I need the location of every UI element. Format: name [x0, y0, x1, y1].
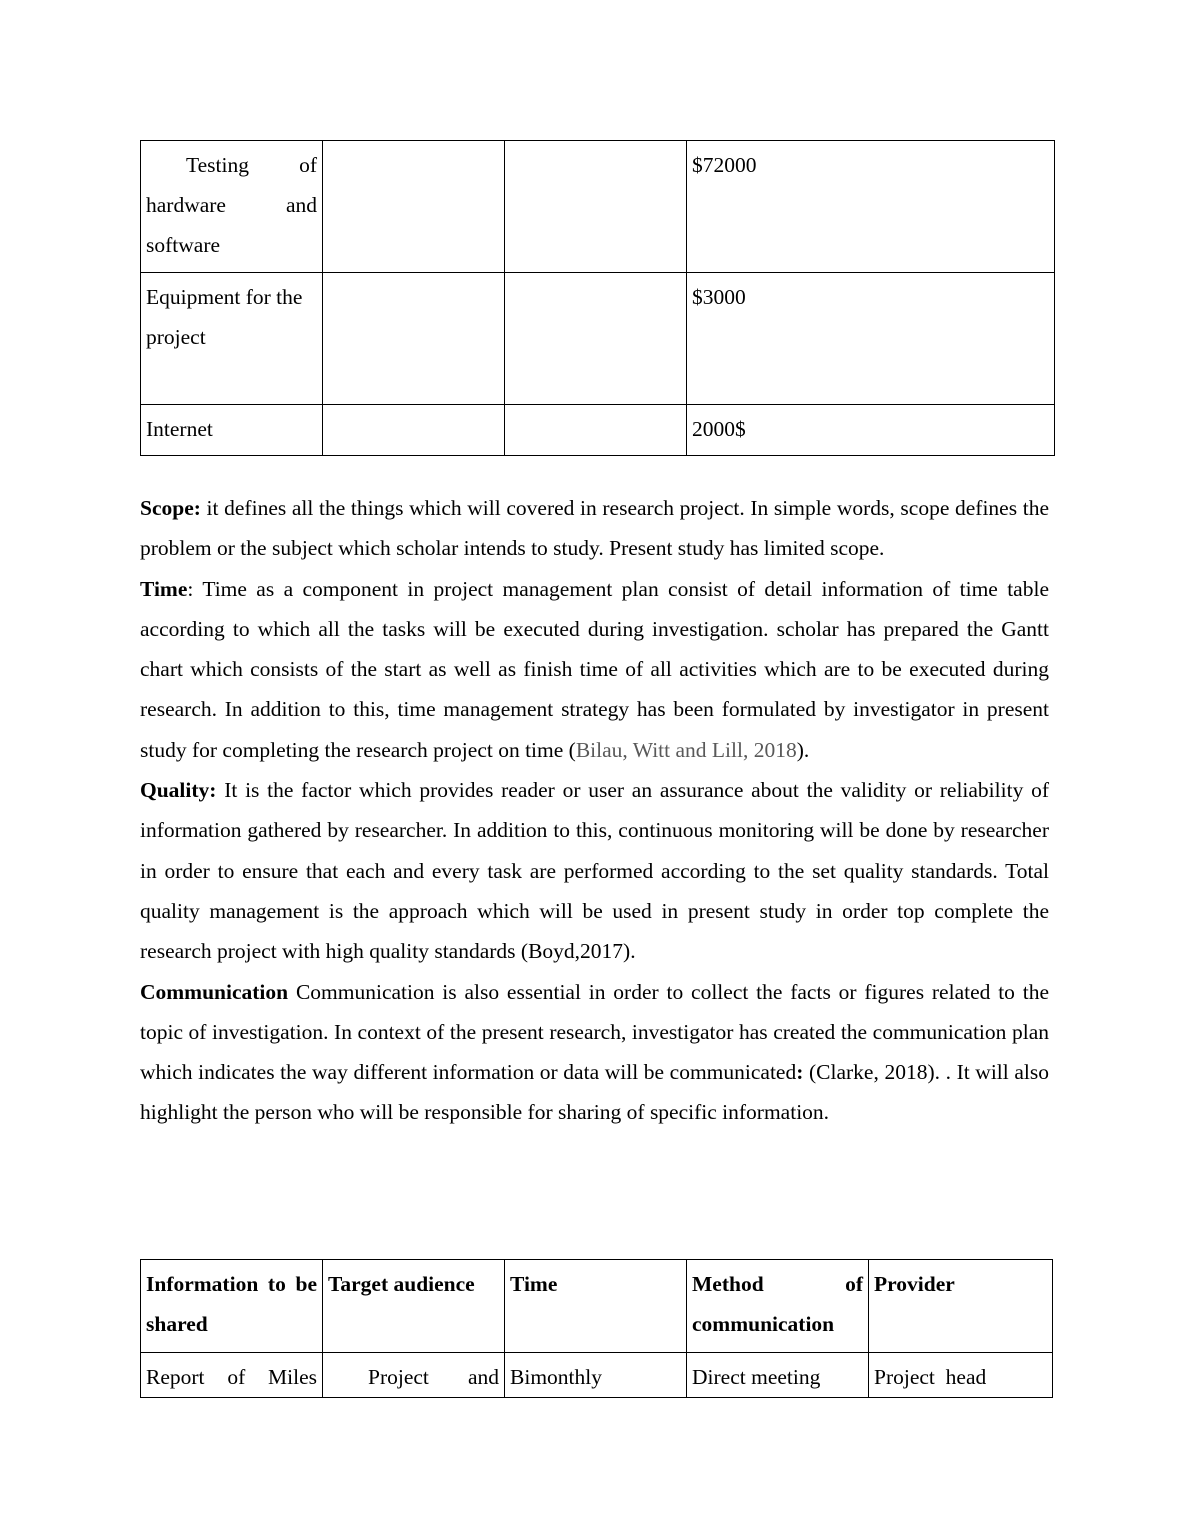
document-body [140, 488, 1049, 1133]
scope-paragraph [140, 488, 1049, 569]
scope-heading: Scope: [140, 496, 201, 520]
budget-item-cell: Internet [141, 405, 323, 456]
time-heading: Time [140, 576, 188, 601]
cell-target-audience: Project and [323, 1353, 505, 1398]
time-citation: Bilau, Witt and Lill, 2018 [575, 737, 797, 762]
communication-heading: Communication [140, 979, 289, 1004]
time-paragraph [140, 569, 1049, 770]
budget-empty-cell [505, 405, 687, 456]
budget-amount-cell: 2000$ [687, 405, 1055, 456]
communication-paragraph [140, 972, 1049, 1133]
table-row [141, 405, 1055, 456]
budget-item-cell: Testing of hardware and software [141, 141, 323, 273]
table-row [141, 1353, 1053, 1398]
header-information-to-be-shared: Information to be shared [141, 1260, 323, 1353]
budget-table [140, 140, 1055, 456]
time-text: : Time as a component in project management plan consist of detail information of time table according to which all the tasks will be executed during investigation. scholar has prepared the Gantt chart which consists of the start as well as finish time of all activities which are to be executed during research. In addition to this, time management strategy has been formulated by investigator in present study for completing the research project on time ( [140, 576, 1049, 762]
budget-empty-cell [323, 405, 505, 456]
cell-information: Report of Miles [141, 1353, 323, 1398]
communication-plan-table [140, 1259, 1053, 1398]
communication-text-end: (Clarke, 2018). . It will also highlight the person who will be responsible for sharing of specific information. [140, 1060, 1049, 1125]
quality-text: It is the factor which provides reader or user an assurance about the validity or reliability of information gathered by researcher. In addition to this, continuous monitoring will be done by researcher in order to ensure that each and every task are performed according to the set quality standards. Total quality management is the approach which will be used in present study in order top complete the research project with high quality standards (Boyd,2017). [140, 778, 1049, 964]
quality-heading: Quality: [140, 778, 217, 803]
budget-amount-cell: $3000 [687, 273, 1055, 405]
budget-item-cell: Equipment for the project [141, 273, 323, 405]
table-row [141, 273, 1055, 405]
quality-paragraph [140, 770, 1049, 971]
cell-time: Bimonthly [505, 1353, 687, 1398]
budget-empty-cell [505, 141, 687, 273]
cell-provider: Project head [869, 1353, 1053, 1398]
header-provider: Provider [869, 1260, 1053, 1353]
header-time: Time [505, 1260, 687, 1353]
header-method-of-communication: Method of communication [687, 1260, 869, 1353]
header-target-audience: Target audience [323, 1260, 505, 1353]
table-row [141, 141, 1055, 273]
communication-text: Communication is also essential in order to collect the facts or figures related to the topic of investigation. In context of the present research, investigator has created the communication plan which indicates the way different information or data will be communicated [140, 979, 1049, 1085]
communication-colon: : [796, 1060, 804, 1085]
budget-amount-cell: $72000 [687, 141, 1055, 273]
table-header-row [141, 1260, 1053, 1353]
budget-empty-cell [323, 273, 505, 405]
budget-empty-cell [505, 273, 687, 405]
time-text-end: ). [796, 737, 810, 762]
budget-empty-cell [323, 141, 505, 273]
scope-text: it defines all the things which will covered in research project. In simple words, scope defines the problem or the subject which scholar intends to study. Present study has limited scope. [140, 496, 1049, 561]
cell-method: Direct meeting [687, 1353, 869, 1398]
